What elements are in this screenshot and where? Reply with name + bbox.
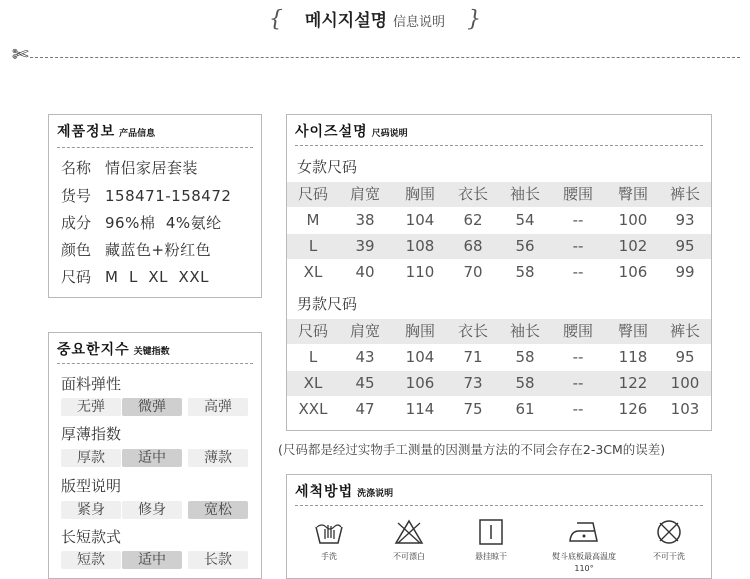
panel-title xyxy=(57,339,170,359)
table-cell: 95 xyxy=(675,348,695,366)
table-cell: 106 xyxy=(618,263,648,281)
table-cell: -- xyxy=(572,263,584,281)
table-cell: XL xyxy=(303,374,323,392)
table-cell: 126 xyxy=(618,400,648,418)
table-cell: 39 xyxy=(355,237,375,255)
column-header: 尺码 xyxy=(297,322,328,340)
table-cell: 104 xyxy=(405,211,435,229)
column-header: 肩宽 xyxy=(349,322,380,340)
info-value: 情侣家居套装 xyxy=(105,159,199,177)
divider xyxy=(295,505,703,506)
option-length-medium: 适中 xyxy=(122,551,182,569)
panel-title xyxy=(295,481,393,501)
option-length-long: 长款 xyxy=(188,551,248,569)
info-value: 藏蓝色+粉红色 xyxy=(105,241,212,259)
info-key: 货号 xyxy=(61,187,92,205)
info-value: 158471-158472 xyxy=(105,187,232,205)
table-cell: 114 xyxy=(405,400,435,418)
wash-item xyxy=(461,519,521,563)
table-cell: 110 xyxy=(405,263,435,281)
info-row-size xyxy=(61,266,209,287)
scissors-icon: ✄ xyxy=(12,42,29,66)
table-cell: -- xyxy=(572,374,584,392)
info-row-name xyxy=(61,157,198,178)
product-info-panel xyxy=(48,114,262,298)
title-cn: 关键指数 xyxy=(133,347,170,357)
column-header: 胸围 xyxy=(404,322,435,340)
table-cell: XXL xyxy=(298,400,328,418)
divider xyxy=(57,147,253,148)
page-header xyxy=(0,6,750,32)
title-cn: 尺码说明 xyxy=(371,129,408,139)
info-row-material xyxy=(61,212,222,233)
table-row xyxy=(287,397,711,422)
panel-title xyxy=(57,121,155,141)
table-cell: 45 xyxy=(355,374,375,392)
table-cell: 56 xyxy=(515,237,535,255)
wash-label: 手洗 xyxy=(321,552,337,561)
column-header: 袖长 xyxy=(509,185,540,203)
column-header: 腰围 xyxy=(562,185,593,203)
column-header: 臀围 xyxy=(617,185,648,203)
table-cell: 47 xyxy=(355,400,375,418)
table-row xyxy=(287,208,711,233)
table-cell: 43 xyxy=(355,348,375,366)
wash-item xyxy=(379,519,439,563)
title-cn: 洗涤说明 xyxy=(357,489,394,499)
table-cell: 62 xyxy=(463,211,483,229)
column-header: 裤长 xyxy=(669,185,700,203)
table-cell: 99 xyxy=(675,263,695,281)
wash-item xyxy=(547,519,621,575)
info-row-item-no xyxy=(61,185,231,206)
table-cell: 102 xyxy=(618,237,648,255)
table-row xyxy=(287,345,711,370)
divider xyxy=(57,363,253,364)
table-cell: 38 xyxy=(355,211,375,229)
table-cell: 106 xyxy=(405,374,435,392)
info-value: 96%棉 4%氨纶 xyxy=(105,214,222,232)
cut-line xyxy=(30,57,740,58)
table-cell: XL xyxy=(303,263,323,281)
table-cell: 61 xyxy=(515,400,535,418)
option-fit-tight: 紧身 xyxy=(61,501,121,519)
table-cell: 103 xyxy=(670,400,700,418)
table-cell: -- xyxy=(572,237,584,255)
table-cell: 118 xyxy=(618,348,648,366)
option-fit-slim: 修身 xyxy=(122,501,182,519)
table-cell: 73 xyxy=(463,374,483,392)
hang-dry-icon xyxy=(476,519,506,545)
option-thickness-thick: 厚款 xyxy=(61,449,121,467)
table-cell: 100 xyxy=(618,211,648,229)
info-row-color xyxy=(61,239,211,260)
table-cell: 108 xyxy=(405,237,435,255)
table-cell: 122 xyxy=(618,374,648,392)
option-thickness-thin: 薄款 xyxy=(188,449,248,467)
table-cell: M xyxy=(306,211,320,229)
wash-label: 熨斗底板最高温度110° xyxy=(552,552,616,573)
column-header: 胸围 xyxy=(404,185,435,203)
table-header-row xyxy=(287,319,711,344)
info-key: 名称 xyxy=(61,159,92,177)
info-key: 尺码 xyxy=(61,268,92,286)
title-kr: 제품정보 xyxy=(57,124,116,140)
wash-label: 悬挂晾干 xyxy=(475,552,507,561)
table-cell: -- xyxy=(572,211,584,229)
table-cell: 75 xyxy=(463,400,483,418)
column-header: 衣长 xyxy=(457,322,488,340)
option-elasticity-high: 高弹 xyxy=(188,398,248,416)
column-header: 尺码 xyxy=(297,185,328,203)
wash-label: 不可干洗 xyxy=(653,552,685,561)
index-label-fit: 版型说明 xyxy=(61,477,122,495)
brace-left: { xyxy=(268,7,283,32)
table-cell: L xyxy=(308,348,318,366)
table-cell: 54 xyxy=(515,211,535,229)
table-header-row xyxy=(287,182,711,207)
women-size-label: 女款尺码 xyxy=(297,158,358,176)
header-title-cn: 信息说明 xyxy=(393,15,446,30)
info-key: 颜色 xyxy=(61,241,92,259)
wash-item xyxy=(639,519,699,563)
option-length-short: 短款 xyxy=(61,551,121,569)
table-cell: 58 xyxy=(515,263,535,281)
panel-title xyxy=(295,121,408,141)
table-cell: 71 xyxy=(463,348,483,366)
table-cell: 58 xyxy=(515,374,535,392)
info-value: M L XL XXL xyxy=(105,268,209,286)
size-chart-panel xyxy=(286,114,712,431)
table-cell: 58 xyxy=(515,348,535,366)
title-cn: 产品信息 xyxy=(119,129,156,139)
wash-label: 不可漂白 xyxy=(393,552,425,561)
title-kr: 세척방법 xyxy=(295,484,354,500)
table-row xyxy=(287,260,711,285)
option-elasticity-slight: 微弹 xyxy=(122,398,182,416)
table-row xyxy=(287,371,711,396)
table-cell: 93 xyxy=(675,211,695,229)
header-title-kr: 메시지설명 xyxy=(304,11,388,31)
no-dry-clean-icon xyxy=(654,519,684,545)
wash-item xyxy=(299,519,359,563)
option-fit-loose: 宽松 xyxy=(188,501,248,519)
no-bleach-icon xyxy=(394,519,424,545)
table-row xyxy=(287,234,711,259)
hand-wash-icon xyxy=(314,519,344,545)
column-header: 衣长 xyxy=(457,185,488,203)
table-cell: 40 xyxy=(355,263,375,281)
column-header: 腰围 xyxy=(562,322,593,340)
washing-panel xyxy=(286,474,712,579)
column-header: 臀围 xyxy=(617,322,648,340)
column-header: 肩宽 xyxy=(349,185,380,203)
index-label-thickness: 厚薄指数 xyxy=(61,425,122,443)
index-label-length: 长短款式 xyxy=(61,528,122,546)
iron-icon xyxy=(567,519,601,545)
table-cell: 95 xyxy=(675,237,695,255)
table-cell: 70 xyxy=(463,263,483,281)
option-thickness-medium: 适中 xyxy=(122,449,182,467)
info-key: 成分 xyxy=(61,214,92,232)
men-size-label: 男款尺码 xyxy=(297,295,358,313)
column-header: 裤长 xyxy=(669,322,700,340)
table-cell: L xyxy=(308,237,318,255)
table-cell: 100 xyxy=(670,374,700,392)
divider xyxy=(295,145,703,146)
size-note: (尺码都是经过实物手工测量的因测量方法的不同会存在2-3CM的误差) xyxy=(278,442,666,457)
table-cell: 104 xyxy=(405,348,435,366)
title-kr: 사이즈설명 xyxy=(295,124,368,140)
title-kr: 중요한지수 xyxy=(57,342,130,358)
table-cell: -- xyxy=(572,348,584,366)
option-elasticity-none: 无弹 xyxy=(61,398,121,416)
index-label-elasticity: 面料弹性 xyxy=(61,375,122,393)
key-index-panel xyxy=(48,332,262,579)
table-cell: 68 xyxy=(463,237,483,255)
brace-right: } xyxy=(467,7,482,32)
table-cell: -- xyxy=(572,400,584,418)
column-header: 袖长 xyxy=(509,322,540,340)
